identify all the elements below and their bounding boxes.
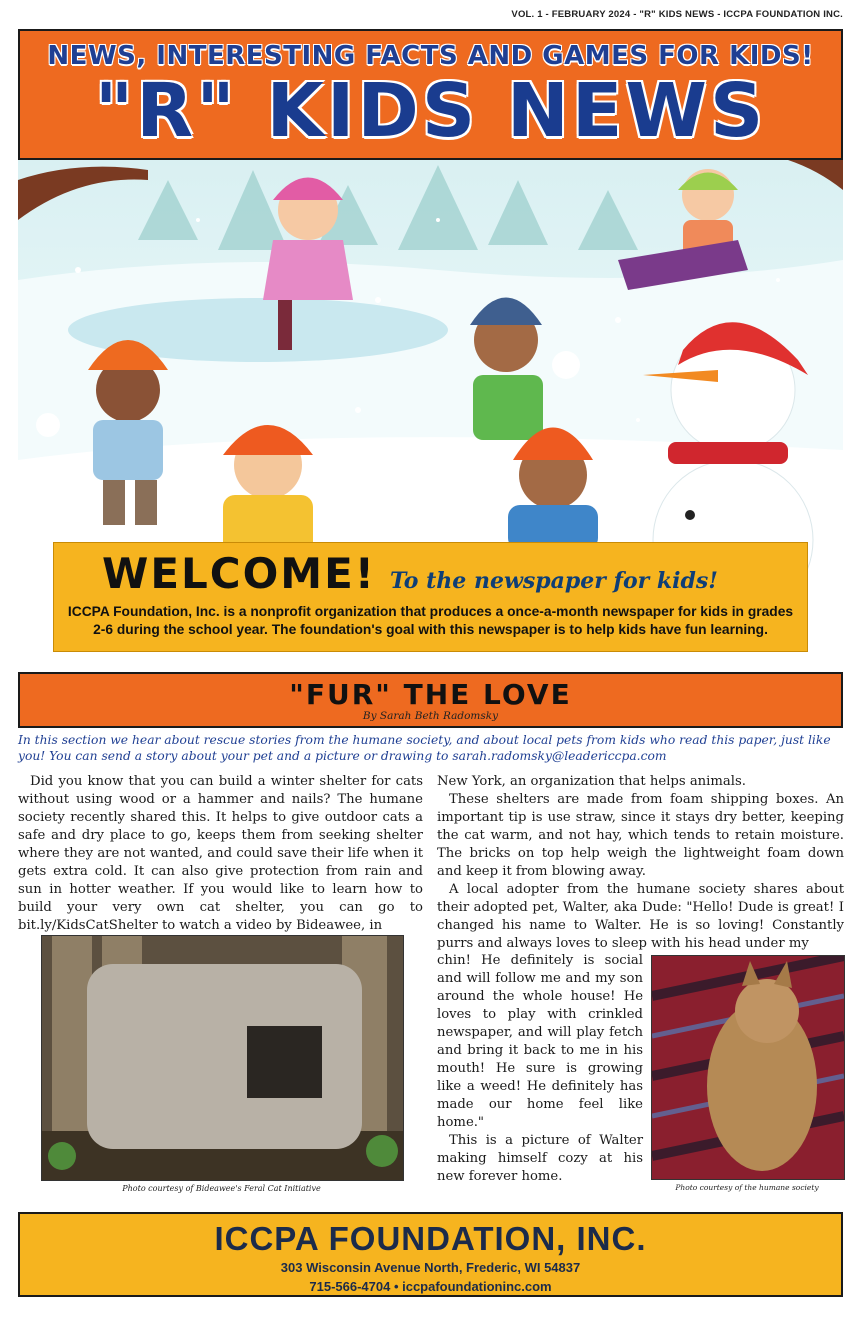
article-paragraph: A local adopter from the humane society shares about their adopted pet, Walter, aka Dude: "Hello! Dude is great! I changed his name to Walter. He is so loving! Constantly purrs and always loves to sleep with his head under my: [437, 882, 844, 951]
article-paragraph: These shelters are made from foam shipping boxes. An important tip is use straw, since it stays dry better, keeping the cat warm, and not hay, which tends to retain moisture. The bricks on top help weigh the lightweight foam down and keep it from blowing away.: [437, 792, 844, 879]
issue-line: VOL. 1 - FEBRUARY 2024 - "R" KIDS NEWS - ICCPA FOUNDATION INC.: [511, 9, 843, 20]
walter-image: [652, 956, 844, 1179]
cat-shelter-photo: [41, 935, 404, 1181]
article-byline: By Sarah Beth Radomsky: [362, 710, 499, 722]
welcome-banner: [53, 542, 808, 652]
photo-caption: Photo courtesy of the humane society: [675, 1183, 819, 1192]
masthead-title: "R" KIDS NEWS: [94, 68, 767, 154]
foundation-name: ICCPA FOUNDATION, INC.: [214, 1220, 647, 1257]
masthead: [18, 29, 843, 160]
walter-cat-photo: [651, 955, 845, 1180]
welcome-tagline: To the newspaper for kids!: [389, 568, 718, 594]
article-title: "FUR" THE LOVE: [289, 678, 572, 711]
article-column-3: [437, 952, 643, 1186]
article-column-1: [18, 773, 423, 935]
article-column-2: [437, 773, 844, 953]
masthead-subtitle: NEWS, INTERESTING FACTS AND GAMES FOR KIDS!: [47, 41, 814, 71]
footer-banner: [18, 1212, 843, 1297]
article-paragraph: New York, an organization that helps animals.: [437, 774, 746, 789]
photo-caption: Photo courtesy of Bideawee's Feral Cat Initiative: [122, 1184, 321, 1193]
article-paragraph: Did you know that you can build a winter shelter for cats without using wood or a hammer and nails? The humane society recently shared this. It helps to give outdoor cats a safe and dry place to go, keeps them from seeking shelter where they are not wanted, and could save their life when it gets extra cold. It can also give protection from rain and sun in hotter weather. If you would like to learn how to build your very own cat shelter, you can go to bit.ly/KidsCatShelter to watch a video by Bideawee, in: [18, 774, 423, 933]
section-header: [18, 672, 843, 728]
article-intro: In this section we hear about rescue stories from the humane society, and about local pets from kids who read this paper, just like you! You can send a story about your pet and a picture or drawing to sarah.radomsky@leadericcpa.com: [18, 733, 831, 763]
article-paragraph: This is a picture of Walter making himself cozy at his new forever home.: [437, 1133, 643, 1184]
foundation-address: 303 Wisconsin Avenue North, Frederic, WI 54837: [280, 1260, 581, 1275]
welcome-headline: WELCOME!: [102, 549, 376, 598]
foundation-contact: 715-566-4704 • iccpafoundationinc.com: [309, 1279, 552, 1294]
cat-shelter-image: [42, 936, 403, 1180]
article-paragraph: chin! He definitely is social and will follow me and my son around the whole house! He loves to play with crinkled newspaper, and will play fetch and bring it back to me in his mouth! He sure is growing like a weed! He definitely has made our home feel like home.": [437, 953, 643, 1130]
welcome-description: ICCPA Foundation, Inc. is a nonprofit organization that produces a once-a-month newspaper for kids in grades 2-6 during the school year. The foundation's goal with this newspaper is to help kids have fun learning.: [67, 604, 794, 637]
welcome-heading: [102, 549, 718, 598]
